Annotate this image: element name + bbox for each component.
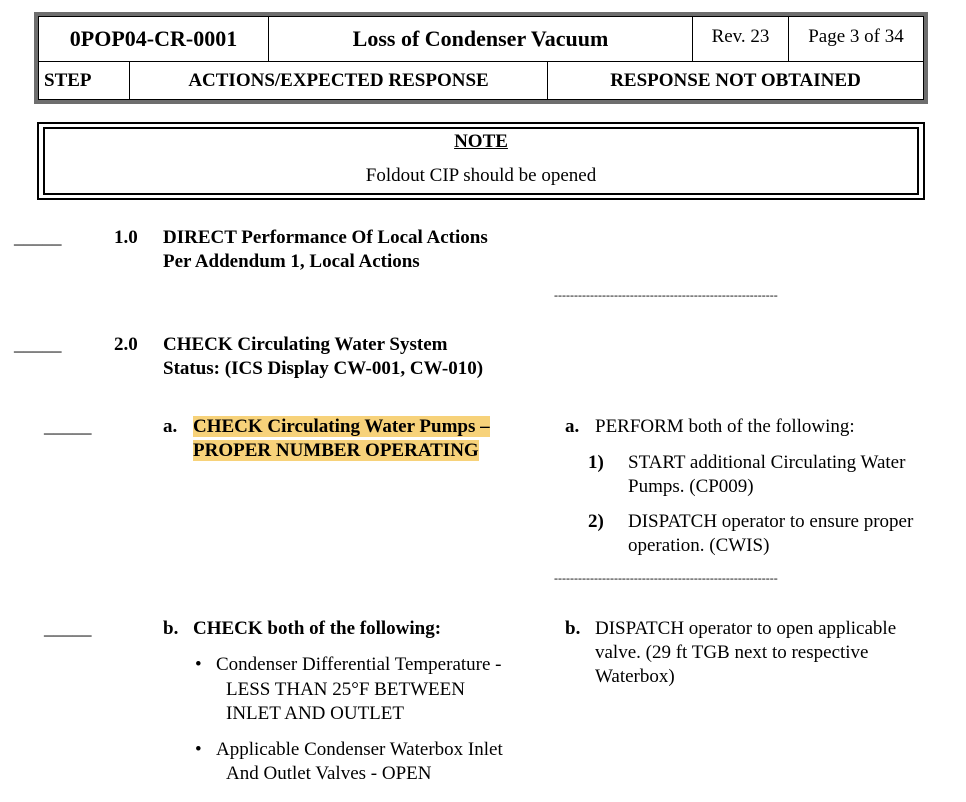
bullet-2-text-2: And Outlet Valves - OPEN bbox=[226, 763, 432, 784]
step-2b-letter: b. bbox=[163, 618, 179, 639]
step-1-checkoff[interactable]: _____ bbox=[14, 227, 62, 248]
step-2b-checkoff[interactable]: _____ bbox=[44, 618, 92, 639]
rno-2b-text-2: valve. (29 ft TGB next to respective bbox=[595, 642, 869, 663]
col-actions: ACTIONS/EXPECTED RESPONSE bbox=[188, 69, 489, 91]
rno-2a-sub1-text: START additional Circulating Water bbox=[628, 452, 906, 473]
doc-title: Loss of Condenser Vacuum bbox=[352, 26, 609, 51]
page-number: Page 3 of 34 bbox=[808, 26, 904, 47]
step-1-text: DIRECT Performance Of Local Actions bbox=[163, 227, 488, 248]
step-2a-checkoff[interactable]: _____ bbox=[44, 416, 92, 437]
rno-2a-sub2-text: DISPATCH operator to ensure proper bbox=[628, 511, 914, 532]
rno-2a-sub1-num: 1) bbox=[588, 452, 604, 473]
step-2a-text: CHECK Circulating Water Pumps – bbox=[193, 416, 490, 437]
bullet-2-text: Applicable Condenser Waterbox Inlet bbox=[216, 739, 503, 760]
rno-2a-text: PERFORM both of the following: bbox=[595, 416, 855, 437]
rno-divider-2: -------------------------------------------------------- bbox=[554, 571, 778, 585]
step-2-checkoff[interactable]: _____ bbox=[14, 334, 62, 355]
col-rno: RESPONSE NOT OBTAINED bbox=[610, 69, 861, 91]
col-step: STEP bbox=[44, 69, 92, 91]
note-heading: NOTE bbox=[454, 131, 508, 152]
step-2a-letter: a. bbox=[163, 416, 178, 437]
rno-2a-sub2-text-2: operation. (CWIS) bbox=[628, 535, 770, 556]
rno-2a-letter: a. bbox=[565, 416, 580, 437]
doc-id: 0POP04-CR-0001 bbox=[69, 26, 238, 51]
header-table bbox=[38, 16, 924, 100]
note-text: Foldout CIP should be opened bbox=[365, 165, 597, 186]
bullet-2: • bbox=[195, 739, 202, 760]
rno-2a-sub1-text-2: Pumps. (CP009) bbox=[628, 476, 754, 497]
bullet-1: • bbox=[195, 654, 202, 675]
rno-2a-sub2-num: 2) bbox=[588, 511, 604, 532]
step-1-text-2: Per Addendum 1, Local Actions bbox=[163, 251, 420, 272]
rno-2b-text: DISPATCH operator to open applicable bbox=[595, 618, 897, 639]
step-2-number: 2.0 bbox=[114, 334, 138, 355]
step-2-text: CHECK Circulating Water System bbox=[163, 334, 448, 355]
rno-2b-text-3: Waterbox) bbox=[595, 666, 675, 687]
rno-divider-1: -------------------------------------------------------- bbox=[554, 288, 778, 302]
step-2b-text: CHECK both of the following: bbox=[193, 618, 442, 639]
bullet-1-text-2: LESS THAN 25°F BETWEEN bbox=[226, 679, 465, 700]
step-1-number: 1.0 bbox=[114, 227, 138, 248]
bullet-1-text: Condenser Differential Temperature - bbox=[216, 654, 502, 675]
revision: Rev. 23 bbox=[711, 26, 770, 47]
bullet-1-text-3: INLET AND OUTLET bbox=[226, 703, 405, 724]
step-2-text-2: Status: (ICS Display CW-001, CW-010) bbox=[163, 358, 484, 379]
step-2a-text-2: PROPER NUMBER OPERATING bbox=[193, 440, 479, 461]
rno-2b-letter: b. bbox=[565, 618, 581, 639]
